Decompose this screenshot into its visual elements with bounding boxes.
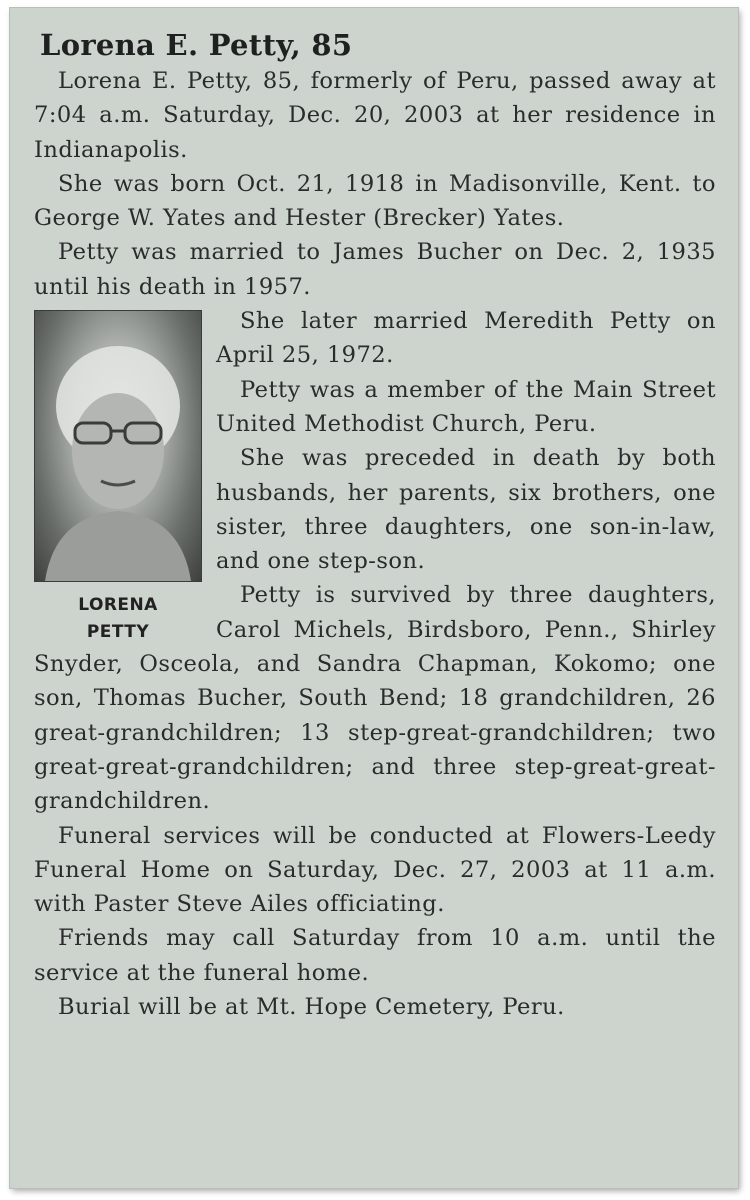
paragraph-preceded: She was preceded in death by both husbands, her parents, six brothers, one sister, three daughters, one son-in-law, and one step-son. (216, 445, 716, 575)
photo-block (34, 310, 202, 646)
paragraph-second-marriage: She later married Meredith Petty on April 25, 1972. (216, 308, 716, 369)
caption-line-first-name: LORENA (78, 595, 158, 616)
paragraph-first-marriage: Petty was married to James Bucher on Dec. 2, 1935 until his death in 1957. (34, 239, 716, 300)
paragraph-death: Lorena E. Petty, 85, formerly of Peru, passed away at 7:04 a.m. Saturday, Dec. 20, 2003 at her residence in Indianapolis. (34, 68, 716, 163)
paragraph-burial: Burial will be at Mt. Hope Cemetery, Peru. (58, 994, 565, 1021)
paragraph-survived: Petty is survived by three daughters, Carol Michels, Birdsboro, Penn., Shirley Snyder, Osceola, and Sandra Chapman, Kokomo; one son, Thomas Bucher, South Bend; 18 grandchildren, 26 great-grandchildren; 13 step-great-grandchildren; two great-great-grandchildren; and three step-great-great-grandchildren. (34, 582, 716, 815)
paragraph-visitation: Friends may call Saturday from 10 a.m. until the service at the funeral home. (34, 925, 716, 986)
paragraph-church: Petty was a member of the Main Street United Methodist Church, Peru. (216, 376, 716, 437)
photo-caption (34, 592, 202, 646)
obituary-headline: Lorena E. Petty, 85 (40, 28, 353, 62)
caption-line-last-name: PETTY (86, 622, 150, 643)
obituary-body (34, 64, 716, 1024)
portrait-photo-icon (34, 310, 202, 582)
obituary-clipping (10, 8, 738, 1188)
paragraph-funeral: Funeral services will be conducted at Flowers-Leedy Funeral Home on Saturday, Dec. 27, 2003 at 11 a.m. with Paster Steve Ailes officiating. (34, 822, 716, 918)
paragraph-birth: She was born Oct. 21, 1918 in Madisonville, Kent. to George W. Yates and Hester (Brecker) Yates. (34, 170, 716, 232)
